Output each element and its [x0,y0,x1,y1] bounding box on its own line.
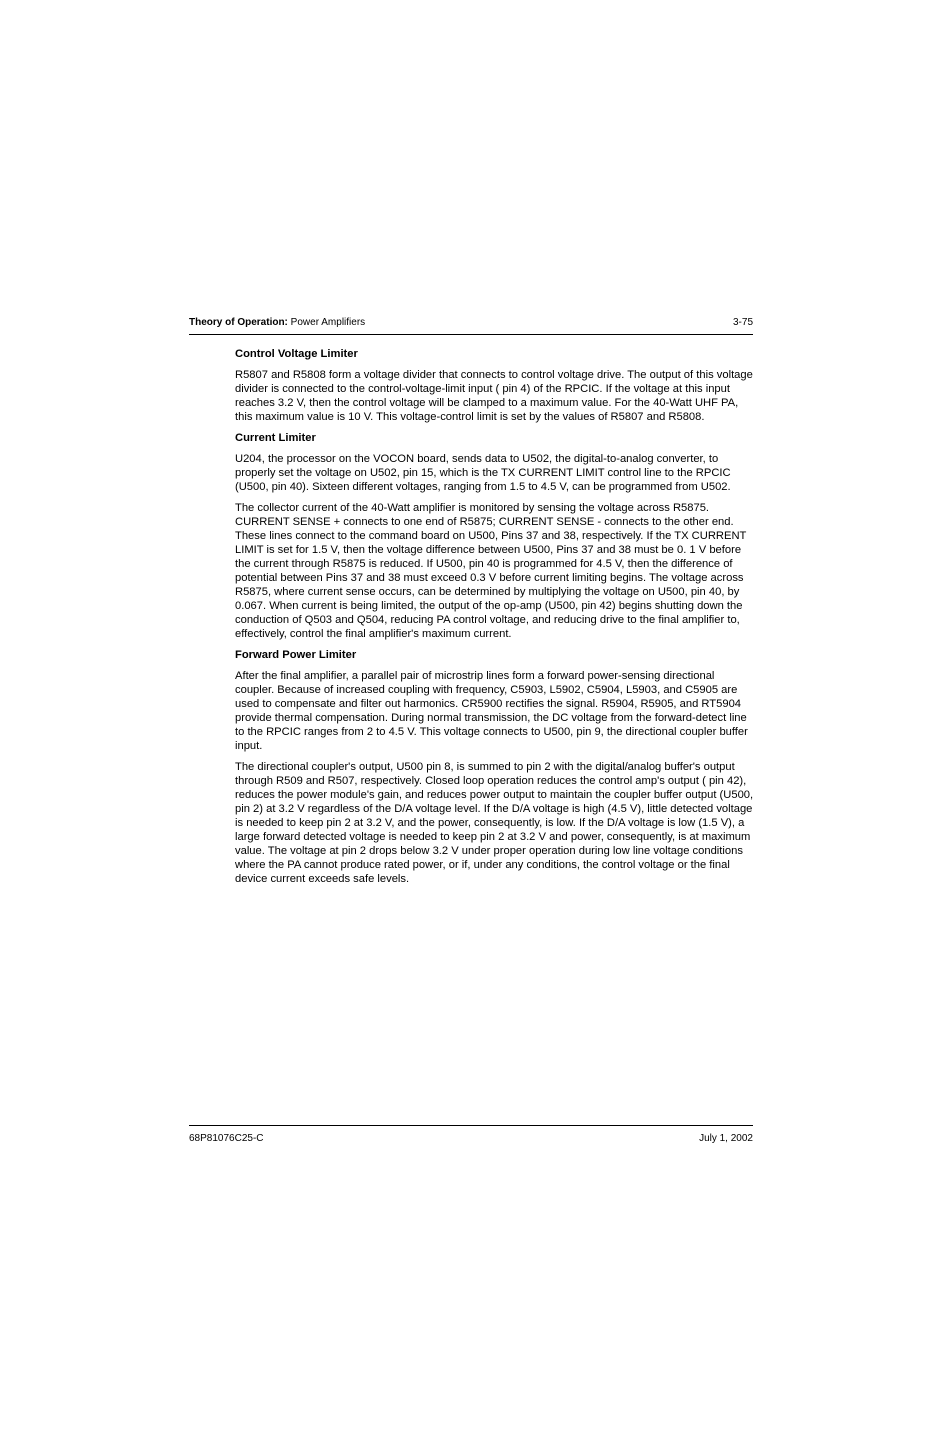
page-footer [189,1133,753,1147]
heading-control-voltage-limiter: Control Voltage Limiter [235,348,358,360]
header-section-name: Power Amplifiers [287,317,366,328]
paragraph-forward-power-limiter-2: The directional coupler's output, U500 pin 8, is summed to pin 2 with the digital/analog buffer's output through R509 and R507, respectively. Closed loop operation reduces the control amp's output ( pin 42), reduces the power module's gain, and reduces power output to maintain the coupler buffer output (U500, pin 2) at 3.2 V regardless of the D/A voltage level. If the D/A voltage is high (4.5 V), little detected voltage is needed to keep pin 2 at 3.2 V, and the power, consequently, is low. If the D/A voltage is low (1.5 V), a large forward detected voltage is needed to keep pin 2 at 3.2 V and power, consequently, is at maximum value. The voltage at pin 2 drops below 3.2 V under proper operation during low line voltage conditions where the PA cannot produce rated power, or if, under any conditions, the control voltage or the final device current exceeds safe levels. [235,761,754,885]
publication-date: July 1, 2002 [699,1133,753,1144]
page-number: 3-75 [732,317,753,328]
running-header-title [189,317,365,329]
paragraph-current-limiter-2: The collector current of the 40-Watt amplifier is monitored by sensing the voltage across R5875. CURRENT SENSE + connects to one end of R5875; CURRENT SENSE - connects to the other end. These lines connect to the command board on U500, Pins 37 and 38, respectively. If the TX CURRENT LIMIT is set for 1.5 V, then the voltage difference between U500, Pins 37 and 38 must be 0. 1 V before the current through R5875 is reduced. If U500, pin 40 is programmed for 4.5 V, then the difference of potential between Pins 37 and 38 must exceed 0.3 V before current limiting begins. The voltage across R5875, where current sense occurs, can be determined by multiplying the voltage on U500, pin 40, by 0.067. When current is being limited, the output of the op-amp (U500, pin 42) begins shutting down the conduction of Q503 and Q504, reducing PA control voltage, and reducing drive to the final amplifier to, effectively, control the final amplifier's maximum current. [235,502,747,640]
page-header [189,317,753,331]
page-body [235,347,755,893]
footer-rule [189,1125,753,1126]
heading-forward-power-limiter: Forward Power Limiter [235,649,357,661]
document-number: 68P81076C25-C [189,1133,264,1144]
paragraph-forward-power-limiter-1: After the final amplifier, a parallel pair of microstrip lines form a forward power-sensing directional coupler. Because of increased coupling with frequency, C5903, L5902, C5904, L5903, and C5905 are used to compensate and filter out harmonics. CR5900 rectifies the signal. R5904, R5905, and RT5904 provide thermal compensation. During normal transmission, the DC voltage from the forward-detect line to the RPCIC ranges from 2 to 4.5 V. This voltage connects to U500, pin 9, the directional coupler buffer input. [235,670,748,752]
paragraph-control-voltage-limiter: R5807 and R5808 form a voltage divider that connects to control voltage drive. The output of this voltage divider is connected to the control-voltage-limit input ( pin 4) of the RPCIC. If the voltage at this input reaches 3.2 V, then the control voltage will be clamped to a maximum value. For the 40-Watt UHF PA, this maximum value is 10 V. This voltage-control limit is set by the values of R5807 and R5808. [235,369,753,423]
paragraph-current-limiter-1: U204, the processor on the VOCON board, sends data to U502, the digital-to-analog converter, to properly set the voltage on U502, pin 15, which is the TX CURRENT LIMIT control line to the RPCIC (U500, pin 40). Sixteen different voltages, ranging from 1.5 to 4.5 V, can be programmed from U502. [235,453,731,493]
header-chapter-label: Theory of Operation: [189,317,288,328]
heading-current-limiter: Current Limiter [235,432,316,444]
header-rule [189,334,753,335]
